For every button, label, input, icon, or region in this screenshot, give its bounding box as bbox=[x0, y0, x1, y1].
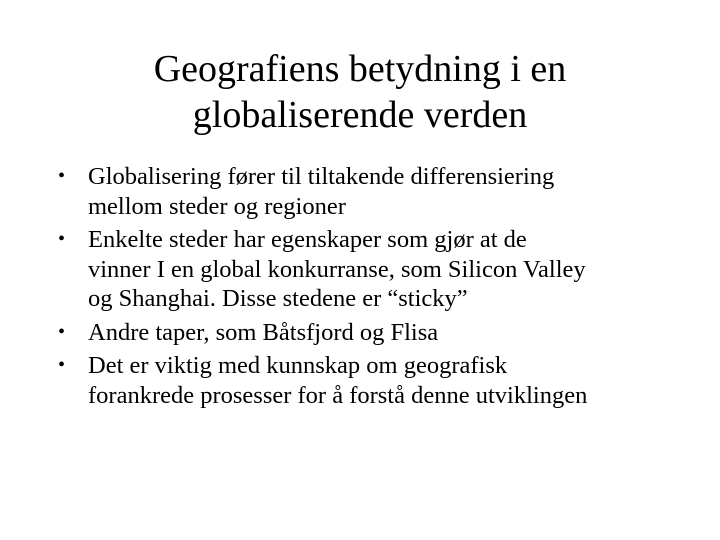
bullet-item bbox=[58, 162, 698, 221]
bullet-icon: • bbox=[58, 320, 66, 343]
bullet-text-line: og Shanghai. Disse stedene er “sticky” bbox=[88, 285, 468, 312]
slide-title bbox=[60, 46, 660, 138]
bullet-icon: • bbox=[58, 228, 66, 250]
bullet-text-line: vinner I en global konkurranse, som Silicon Valley bbox=[88, 255, 586, 283]
bullet-text-line: Andre taper, som Båtsfjord og Flisa bbox=[88, 318, 439, 346]
bullet-list bbox=[58, 162, 698, 414]
slide-title-line: globaliserende verden bbox=[192, 94, 528, 136]
bullet-text-line: Det er viktig med kunnskap om geografisk bbox=[88, 352, 508, 379]
bullet-item bbox=[58, 225, 698, 314]
bullet-item bbox=[58, 318, 698, 348]
slide-title-line: Geografiens betydning i en bbox=[153, 48, 567, 90]
bullet-item bbox=[58, 351, 698, 410]
bullet-text-line: Enkelte steder har egenskaper som gjør at de bbox=[88, 226, 527, 253]
bullet-text-line: forankrede prosesser for å forstå denne utviklingen bbox=[88, 381, 588, 409]
bullet-text-line: Globalisering fører til tiltakende differensiering bbox=[88, 163, 555, 190]
bullet-text-line: mellom steder og regioner bbox=[88, 192, 346, 220]
bullet-icon: • bbox=[58, 165, 66, 187]
bullet-icon: • bbox=[58, 354, 66, 376]
